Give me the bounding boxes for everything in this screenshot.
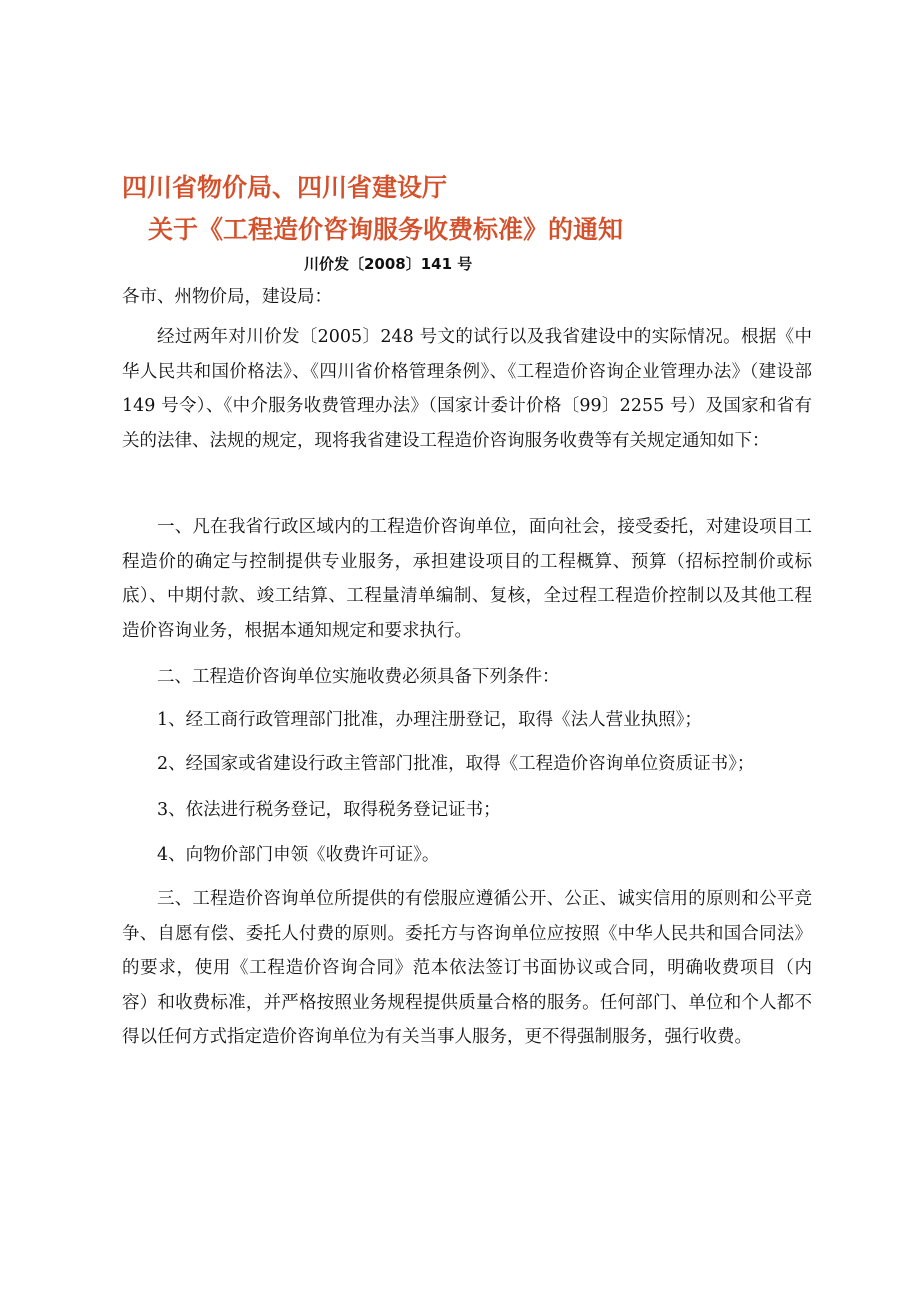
paragraph-principles: 三、工程造价咨询单位所提供的有偿服应遵循公开、公正、诚实信用的原则和公平竞争、自愿有偿、委托人付费的原则。委托方与咨询单位应按照《中华人民共和国合同法》的要求，使用《工程造价咨询合同》范本依法签订书面协议或合同，明确收费项目（内容）和收费标准，并严格按照业务规程提供质量合格的服务。任何部门、单位和个人都不得以任何方式指定造价咨询单位为有关当事人服务，更不得强制服务，强行收费。 [122,889,812,1047]
paragraph-scope: 一、凡在我省行政区域内的工程造价咨询单位，面向社会，接受委托，对建设项目工程造价的确定与控制提供专业服务，承担建设项目的工程概算、预算（招标控制价或标底）、中期付款、竣工结算、工程量清单编制、复核，全过程工程造价控制以及其他工程造价咨询业务，根据本通知规定和要求执行。 [122,517,812,641]
paragraph-conditions: 二、工程造价咨询单位实施收费必须具备下列条件： [157,667,560,687]
title-line-2: 关于《工程造价咨询服务收费标准》的通知 [148,215,624,244]
paragraph-intro: 经过两年对川价发〔2005〕248 号文的试行以及我省建设中的实际情况。根据《中华人民共和国价格法》、《四川省价格管理条例》、《工程造价咨询企业管理办法》（建设部 149 号令）、《中介服务收费管理办法》（国家计委计价格〔99〕2255 号）及国家和省有关的法律、法规的规定，现将我省建设工程造价咨询服务收费等有关规定通知如下： [122,327,812,451]
salutation: 各市、州物价局，建设局： [122,287,332,307]
condition-item-1: 1、经工商行政管理部门批准，办理注册登记，取得《法人营业执照》； [157,710,702,730]
condition-item-4: 4、向物价部门申领《收费许可证》。 [157,845,440,865]
condition-item-2: 2、经国家或省建设行政主管部门批准，取得《工程造价咨询单位资质证书》； [157,754,755,774]
title-line-1: 四川省物价局、四川省建设厅 [122,173,448,202]
document-number: 川价发〔2008〕141 号 [304,255,473,273]
condition-item-3: 3、依法进行税务登记，取得税务登记证书； [157,800,501,820]
